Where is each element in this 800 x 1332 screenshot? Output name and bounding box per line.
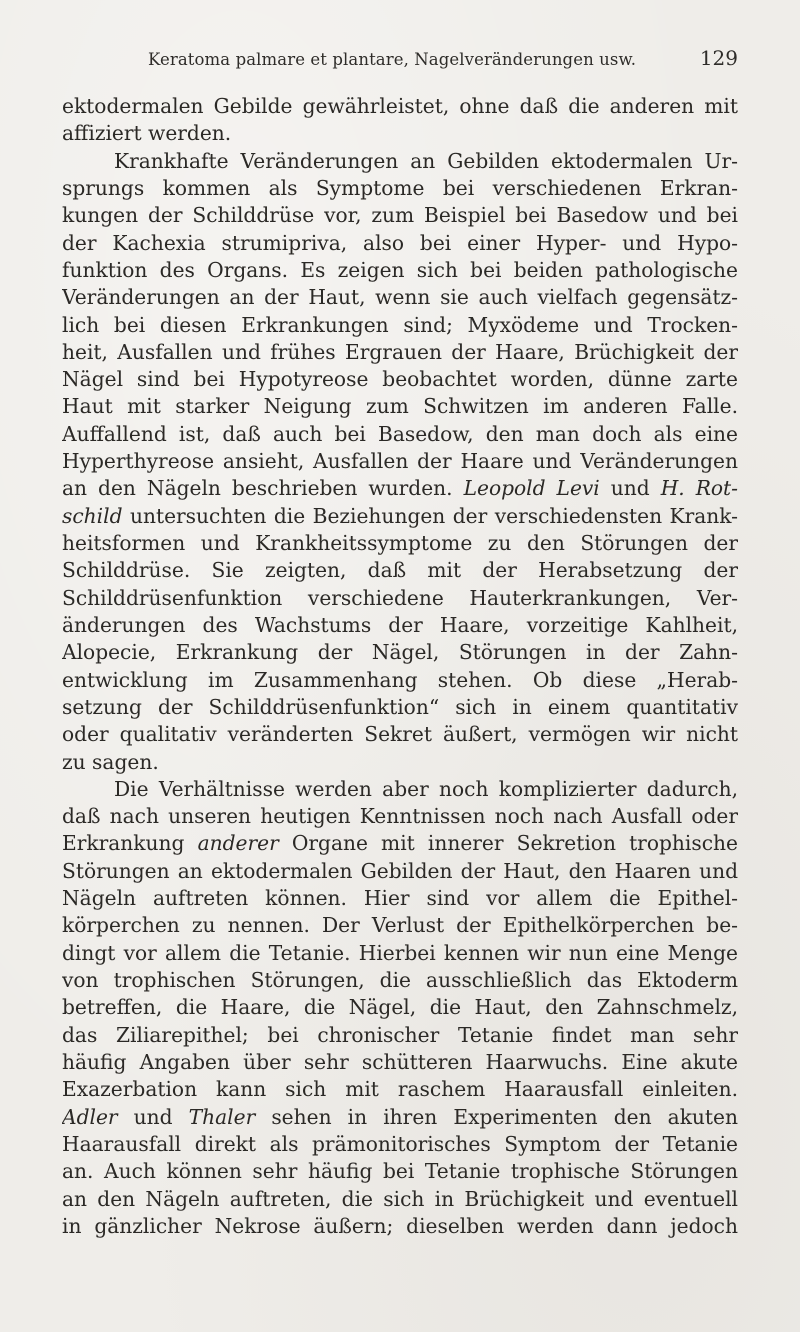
author-name: H. Rot- [660, 476, 738, 501]
body-text [62, 93, 738, 1240]
text-line: zu sagen. [62, 749, 159, 774]
text-line: Die Verhältnisse werden aber noch komplizierter dadurch, [114, 776, 738, 801]
running-head [62, 44, 738, 76]
emphasis-word: anderer [197, 831, 279, 856]
text-line: Schilddrüse. Sie zeigten, daß mit der Herabsetzung der [62, 558, 738, 583]
text-line: Krankhafte Veränderungen an Gebilden ektodermalen Ur- [114, 148, 738, 173]
text-line: Hyperthyreose ansieht, Ausfallen der Haare und Veränderungen [62, 449, 738, 474]
running-title: Keratoma palmare et plantare, Nagelveränderungen usw. [148, 50, 637, 69]
page-number: 129 [699, 46, 738, 70]
text-line: Auffallend ist, daß auch bei Basedow, den man doch als eine [62, 421, 738, 446]
text-line: körperchen zu nennen. Der Verlust der Epithelkörperchen be- [62, 913, 738, 938]
text-line: affiziert werden. [62, 121, 232, 146]
text-line: an. Auch können sehr häufig bei Tetanie trophische Störungen [62, 1159, 738, 1184]
text-line: sprungs kommen als Symptome bei verschiedenen Erkran- [62, 175, 738, 200]
text-line: kungen der Schilddrüse vor, zum Beispiel bei Basedow und bei [62, 203, 738, 228]
text-line: der Kachexia strumipriva, also bei einer Hyper- und Hypo- [62, 230, 738, 255]
author-name: Adler [62, 1104, 118, 1129]
text-line: von trophischen Störungen, die ausschließlich das Ektoderm [62, 968, 738, 992]
text-line: Störungen an ektodermalen Gebilden der Haut, den Haaren und [62, 858, 738, 883]
text-line: änderungen des Wachstums der Haare, vorzeitige Kahlheit, [62, 612, 738, 637]
text-line: betreffen, die Haare, die Nägel, die Haut, den Zahnschmelz, [62, 995, 738, 1020]
text-line: Adler und Thaler sehen in ihren Experimenten den akuten [62, 1104, 738, 1129]
text-line: Nägel sind bei Hypotyreose beobachtet worden, dünne zarte [62, 367, 738, 392]
text-line: schild untersuchten die Beziehungen der verschiedensten Krank- [62, 503, 738, 528]
text-line: entwicklung im Zusammenhang stehen. Ob diese „Herab- [62, 667, 738, 692]
text-line: an den Nägeln auftreten, die sich in Brüchigkeit und eventuell [62, 1186, 738, 1211]
text-line: an den Nägeln beschrieben wurden. Leopold Levi und H. Rot- [62, 476, 738, 501]
text-line: dingt vor allem die Tetanie. Hierbei kennen wir nun eine Menge [62, 940, 738, 965]
author-name: Thaler [188, 1104, 256, 1129]
text-line: ektodermalen Gebilde gewährleistet, ohne daß die anderen mit [62, 94, 738, 118]
text-line: Schilddrüsenfunktion verschiedene Hauterkrankungen, Ver- [62, 585, 738, 610]
text-line: Haarausfall direkt als prämonitorisches Symptom der Tetanie [62, 1131, 738, 1156]
text-line: Exazerbation kann sich mit raschem Haarausfall einleiten. [62, 1077, 738, 1102]
text-line: daß nach unseren heutigen Kenntnissen noch nach Ausfall oder [62, 804, 738, 829]
text-line: heitsformen und Krankheitssymptome zu den Störungen der [62, 531, 738, 555]
text-line: häufig Angaben über sehr schütteren Haarwuchs. Eine akute [62, 1049, 738, 1074]
text-line: setzung der Schilddrüsenfunktion“ sich in einem quantitativ [62, 694, 738, 719]
text-line: Nägeln auftreten können. Hier sind vor allem die Epithel- [62, 886, 738, 911]
text-line: das Ziliarepithel; bei chronischer Tetanie findet man sehr [62, 1022, 738, 1047]
text-line: Erkrankung anderer Organe mit innerer Sekretion trophische [62, 831, 738, 856]
author-name: schild [62, 503, 123, 528]
text-line: Alopecie, Erkrankung der Nägel, Störungen in der Zahn- [62, 640, 738, 665]
text-line: heit, Ausfallen und frühes Ergrauen der Haare, Brüchigkeit der [62, 339, 738, 364]
text-line: funktion des Organs. Es zeigen sich bei beiden pathologische [62, 257, 738, 282]
text-line: Veränderungen an der Haut, wenn sie auch vielfach gegensätz- [62, 285, 738, 310]
text-line: oder qualitativ veränderten Sekret äußert, vermögen wir nicht [62, 722, 738, 747]
text-line: Haut mit starker Neigung zum Schwitzen im anderen Falle. [62, 394, 738, 419]
text-line: in gänzlicher Nekrose äußern; dieselben werden dann jedoch [62, 1213, 738, 1238]
text-line: lich bei diesen Erkrankungen sind; Myxödeme und Trocken- [62, 312, 738, 337]
author-name: Leopold Levi [463, 476, 600, 501]
